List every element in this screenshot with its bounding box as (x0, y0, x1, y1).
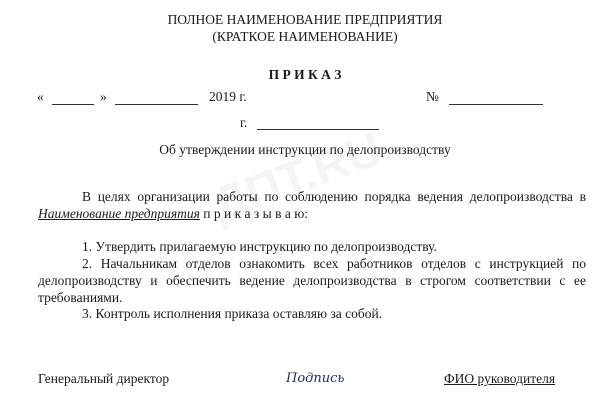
director-name: ФИО руководителя (444, 371, 556, 386)
org-full-name: ПОЛНОЕ НАИМЕНОВАНИЕ ПРЕДПРИЯТИЯ (167, 12, 443, 27)
intro-text: В целях организации работы по соблюдению порядка ведения делопроизводства в (82, 189, 586, 204)
position-label: Генеральный директор (38, 371, 170, 386)
day-field[interactable] (52, 104, 94, 105)
city-prefix: г. (240, 115, 248, 130)
number-field[interactable] (449, 104, 543, 105)
city-field[interactable] (257, 129, 379, 130)
list-item: 3. Контроль исполнения приказа оставляю за собой. (82, 306, 383, 321)
org-name-link: Наименование предприятия (38, 206, 200, 221)
year-label: 2019 г. (209, 89, 247, 104)
order-subject: Об утверждении инструкции по делопроизводству (159, 142, 451, 157)
list-item: 1. Утвердить прилагаемую инструкцию по делопроизводству. (82, 239, 437, 254)
quote-open: « (37, 89, 44, 104)
org-short-name: (КРАТКОЕ НАИМЕНОВАНИЕ) (212, 29, 398, 44)
signature: Подпись (286, 371, 345, 386)
document-title: П Р И К А З (268, 67, 342, 82)
order-word: п р и к а з ы в а ю: (199, 206, 309, 221)
quote-close: » (100, 89, 107, 104)
month-field[interactable] (115, 104, 198, 105)
number-sign: № (426, 89, 439, 104)
intro-paragraph (38, 188, 586, 222)
list-item: 2. Начальникам отделов ознакомить всех работников отделов с инструкцией по делопроизводству и обеспечить ведение делопроизводства в строгом соответствии с ее требованиями. (38, 256, 586, 305)
